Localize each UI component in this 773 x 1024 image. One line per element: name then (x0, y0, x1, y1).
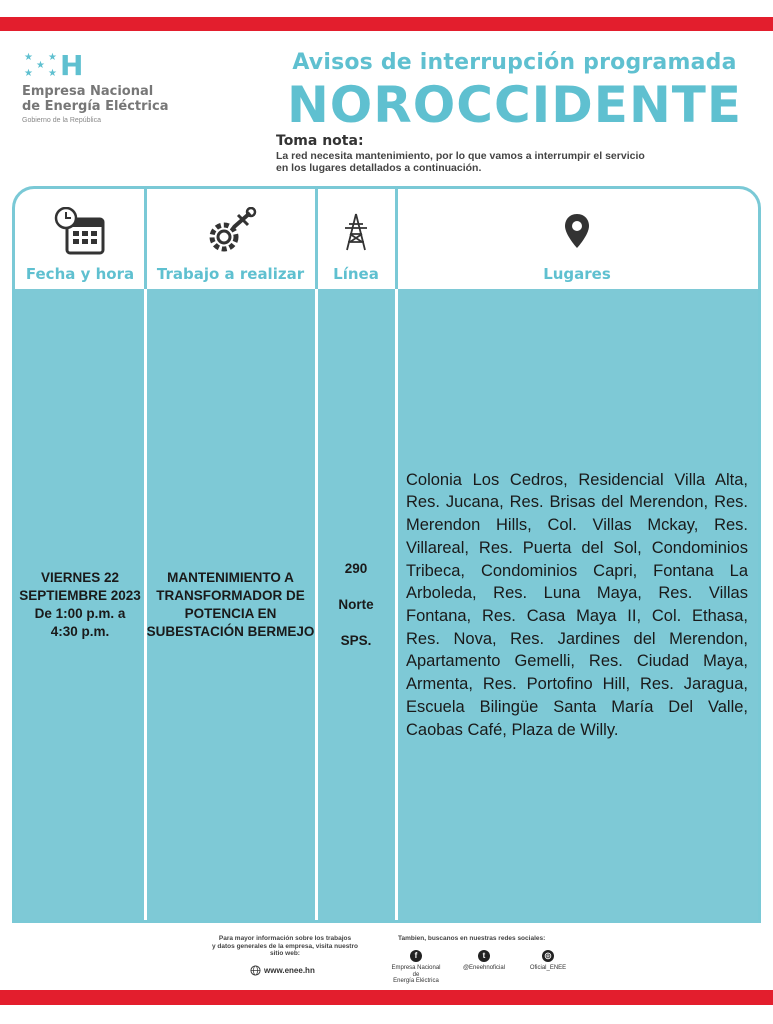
power-tower-icon (341, 212, 371, 252)
top-red-bar (0, 17, 773, 31)
stars-icon: ★ ★ ★ ★ ★ (24, 52, 57, 79)
cell-lugares: Colonia Los Cedros, Residencial Villa Alta, Res. Jucana, Res. Brisas del Merendon, Res. Merendon Hills, Col. Villas Mckay, Res. Villareal, Res. Puerta del Sol, Condominios Tribeca, Condominios Capri, Fontana La Arboleda, Res. Luna Maya, Res. Villas Fontana, Res. Casa Maya II, Col. Ethasa, Res. Nova, Res. Jardines del Merendon, Apartamento Gemelli, Res. Ciudad Maya, Armenta, Res. Portofino Hill, Res. Jaragua, Escuela Bilingüe Santa María Del Valle, Caobas Café, Plaza de Willy. (406, 470, 748, 739)
social-title: Tambien, buscanos en nuestras redes sociales: (398, 935, 546, 942)
website-link[interactable]: www.enee.hn (250, 965, 315, 976)
instagram-icon: ◎ (542, 950, 554, 962)
enee-logo (22, 50, 212, 124)
header-trabajo-label: Trabajo a realizar (156, 265, 305, 283)
header-fecha-label: Fecha y hora (25, 265, 135, 283)
table-header (15, 189, 758, 289)
gear-wrench-icon (204, 207, 258, 257)
header-lugares-label: Lugares (543, 265, 611, 283)
header-lugares (396, 189, 758, 289)
logo-letter: H (60, 49, 84, 82)
globe-icon (250, 965, 261, 976)
header-fecha (15, 189, 145, 289)
calendar-clock-icon (53, 207, 107, 257)
location-pin-icon (562, 212, 592, 252)
footer-info: Para mayor información sobre los trabajos y datos generales de la empresa, visita nuestro sitio web: (212, 935, 358, 957)
facebook-link[interactable]: f Empresa Nacional de Energía Eléctrica (391, 951, 441, 984)
header-linea (316, 189, 396, 289)
cell-linea: 290 Norte SPS. (338, 560, 374, 648)
interruption-table (12, 186, 761, 923)
cell-fecha: VIERNES 22 SEPTIEMBRE 2023 De 1:00 p.m. a 4:30 p.m. (19, 569, 141, 639)
twitter-link[interactable]: t @Eneehnoficial (462, 951, 506, 971)
instagram-link[interactable]: ◎ Oficial_ENEE (529, 951, 567, 971)
header-trabajo (145, 189, 316, 289)
bottom-red-bar (0, 990, 773, 1005)
facebook-icon: f (410, 950, 422, 962)
gobierno-label: Gobierno de la República (22, 117, 101, 124)
page-subtitle: Avisos de interrupción programada (292, 50, 737, 75)
page-title: NOROCCIDENTE (286, 76, 743, 134)
header-linea-label: Línea (333, 265, 379, 283)
table-row (15, 289, 758, 920)
twitter-icon: t (478, 950, 490, 962)
cell-trabajo: MANTENIMIENTO A TRANSFORMADOR DE POTENCIA EN SUBESTACIÓN BERMEJO (146, 569, 315, 639)
note-text: La red necesita mantenimiento, por lo que vamos a interrumpir el servicio en los lugares detallados a continuación. (276, 150, 645, 174)
company-name: Empresa Nacional de Energía Eléctrica (22, 84, 169, 114)
note-title: Toma nota: (276, 133, 364, 149)
